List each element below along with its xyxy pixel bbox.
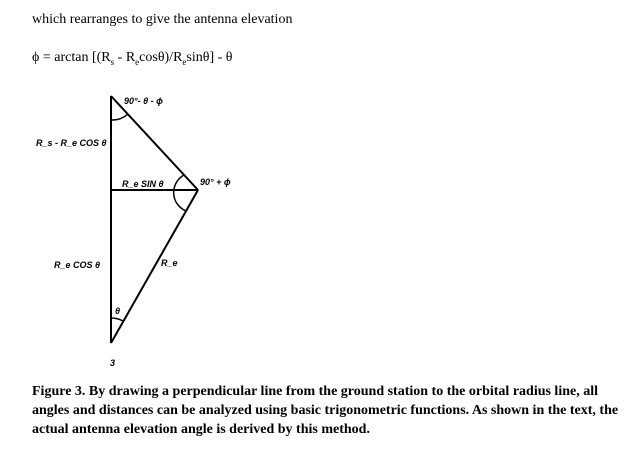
formula-eq-open: = arctan [(R — [39, 50, 111, 65]
formula-sub-e1: e — [135, 56, 140, 67]
formula-sub-e2: e — [182, 56, 187, 67]
right-angle-label: 90° + ϕ — [200, 177, 231, 187]
intro-text: which rearranges to give the antenna elevation — [32, 12, 293, 27]
bottom-mark-label: 3 — [110, 358, 116, 368]
bottom-angle-arc — [111, 318, 123, 321]
left-upper-label: R_s - R_e COS θ — [36, 138, 107, 148]
formula-minus: - R — [114, 50, 136, 65]
formula-cos-part: cosθ)/R — [139, 50, 183, 65]
formula-sin-part: sinθ] - θ — [186, 50, 233, 65]
figure-caption: Figure 3. By drawing a perpendicular line from the ground station to the orbital radius line, all angles and distances can be analyzed using basic trigonometric functions. As shown in the text, the actual antenna elevation angle is derived by this method. — [32, 384, 619, 437]
formula-sub-s: s — [110, 56, 115, 67]
top-angle-label: 90°- θ - ϕ — [124, 96, 163, 106]
left-lower-label: R_e COS θ — [54, 260, 101, 270]
top-angle-arc — [111, 114, 128, 120]
formula-phi: ϕ — [32, 50, 40, 65]
bottom-angle-label: θ — [115, 306, 121, 316]
hypotenuse-side — [111, 190, 198, 343]
hypotenuse-label: R_e — [161, 258, 178, 268]
middle-label: R_e SIN θ — [122, 179, 164, 189]
right-angle-arc — [174, 175, 186, 211]
upper-right-side — [111, 96, 198, 190]
